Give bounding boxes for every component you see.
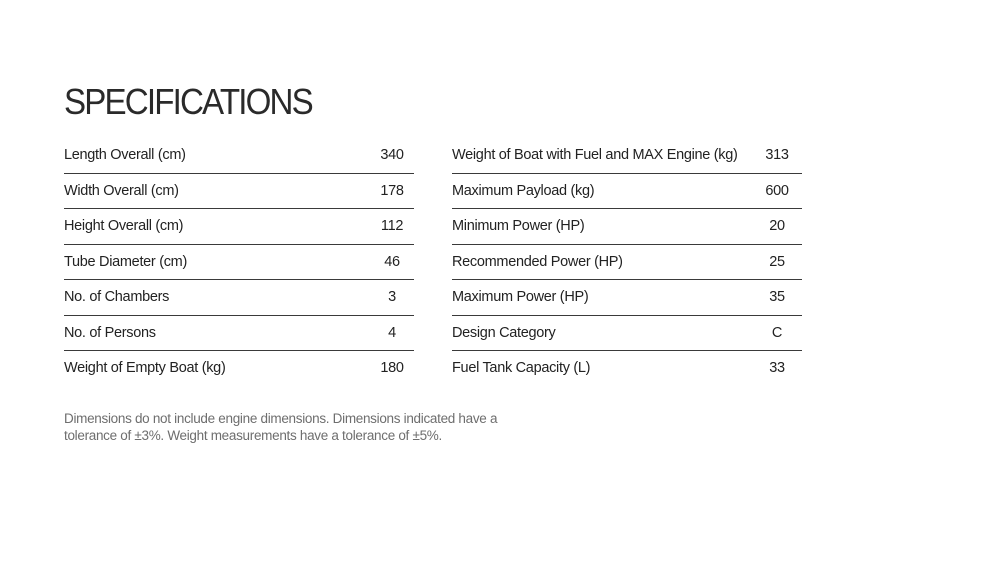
spec-label: Length Overall (cm) <box>64 147 186 164</box>
spec-label: Fuel Tank Capacity (L) <box>452 360 591 377</box>
spec-value: 46 <box>384 253 400 270</box>
spec-value: 313 <box>765 147 789 164</box>
spec-value: 4 <box>388 324 396 341</box>
spec-row-tube-diameter <box>64 245 414 281</box>
spec-row-min-power <box>452 209 802 245</box>
spec-row-empty-weight <box>64 351 414 386</box>
page-title: SPECIFICATIONS <box>64 81 312 122</box>
spec-label: Design Category <box>452 324 556 341</box>
spec-table-right <box>452 138 802 386</box>
spec-row-persons <box>64 316 414 352</box>
spec-value: 20 <box>769 218 785 235</box>
spec-row-fuel-tank <box>452 351 802 386</box>
spec-label: No. of Persons <box>64 324 156 341</box>
spec-label: Minimum Power (HP) <box>452 218 585 235</box>
spec-row-design-category <box>452 316 802 352</box>
footnote-line-2: tolerance of ±3%. Weight measurements have a tolerance of ±5%. <box>64 428 442 443</box>
spec-label: Tube Diameter (cm) <box>64 253 187 270</box>
spec-value: 180 <box>380 360 404 377</box>
spec-value: 25 <box>769 253 785 270</box>
spec-value: 3 <box>388 289 396 306</box>
spec-row-width-overall <box>64 174 414 210</box>
spec-value: 33 <box>769 360 785 377</box>
spec-label: Weight of Boat with Fuel and MAX Engine (kg) <box>452 147 738 164</box>
spec-label: Recommended Power (HP) <box>452 253 623 270</box>
spec-value: 112 <box>380 218 404 235</box>
spec-value: 600 <box>765 182 789 199</box>
spec-label: Width Overall (cm) <box>64 182 179 199</box>
spec-row-max-payload <box>452 174 802 210</box>
spec-row-height-overall <box>64 209 414 245</box>
footnote <box>64 410 584 444</box>
spec-row-length-overall <box>64 138 414 174</box>
spec-label: Maximum Power (HP) <box>452 289 589 306</box>
spec-label: Height Overall (cm) <box>64 218 184 235</box>
footnote-line-1: Dimensions do not include engine dimensions. Dimensions indicated have a <box>64 411 498 426</box>
spec-row-recommended-power <box>452 245 802 281</box>
spec-value: 178 <box>380 182 404 199</box>
spec-row-max-power <box>452 280 802 316</box>
spec-value: 340 <box>380 147 404 164</box>
spec-label: Maximum Payload (kg) <box>452 182 595 199</box>
spec-table-left <box>64 138 414 386</box>
spec-value: C <box>771 324 783 341</box>
spec-row-chambers <box>64 280 414 316</box>
spec-label: Weight of Empty Boat (kg) <box>64 360 226 377</box>
spec-label: No. of Chambers <box>64 289 170 306</box>
spec-row-weight-with-fuel <box>452 138 802 174</box>
spec-value: 35 <box>769 289 785 306</box>
